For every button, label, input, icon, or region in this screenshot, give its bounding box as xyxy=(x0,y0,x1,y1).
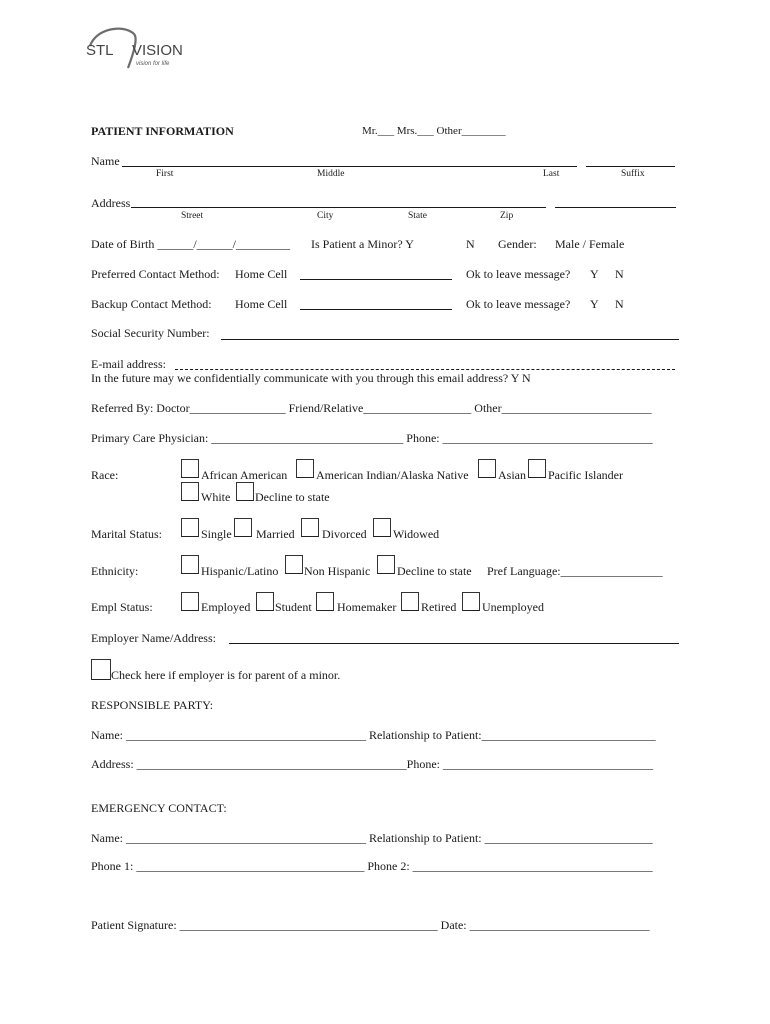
marital-option-married: Married xyxy=(256,527,295,541)
logo-brand-right: VISION xyxy=(132,42,183,59)
employment-checkbox-employed[interactable] xyxy=(181,592,199,611)
preferred-ok-message: Ok to leave message? xyxy=(466,267,571,281)
minor-question[interactable]: Is Patient a Minor? Y xyxy=(311,237,414,251)
backup-contact-line[interactable] xyxy=(300,309,452,310)
gender-label: Gender: xyxy=(498,237,537,251)
race-option-white: White xyxy=(201,490,231,504)
address-extra-line[interactable] xyxy=(555,207,676,208)
employment-status-label: Empl Status: xyxy=(91,600,153,614)
employment-checkbox-homemaker[interactable] xyxy=(316,592,334,611)
preferred-home-cell[interactable]: Home Cell xyxy=(235,267,288,281)
employer-input-line[interactable] xyxy=(229,643,679,644)
ssn-label: Social Security Number: xyxy=(91,326,210,340)
stl-vision-logo xyxy=(84,22,194,72)
primary-care-physician-field[interactable]: Primary Care Physician: ________________________________ Phone: ___________________________________ xyxy=(91,431,653,445)
employer-label: Employer Name/Address: xyxy=(91,631,216,645)
employment-option-unemployed: Unemployed xyxy=(482,600,544,614)
name-sub-last: Last xyxy=(543,169,560,179)
race-checkbox-decline[interactable] xyxy=(236,482,254,501)
marital-status-label: Marital Status: xyxy=(91,527,162,541)
name-sub-suffix: Suffix xyxy=(621,169,645,179)
backup-home-cell[interactable]: Home Cell xyxy=(235,297,288,311)
marital-checkbox-married[interactable] xyxy=(234,518,252,537)
email-consent-question[interactable]: In the future may we confidentially communicate with you through this email address? Y N xyxy=(91,371,531,385)
parent-employer-checkbox[interactable] xyxy=(91,659,111,680)
ethnicity-checkbox-non-hispanic[interactable] xyxy=(285,555,303,574)
backup-ok-message: Ok to leave message? xyxy=(466,297,571,311)
employment-option-student: Student xyxy=(275,600,312,614)
employment-option-retired: Retired xyxy=(421,600,457,614)
ethnicity-option-non-hispanic: Non Hispanic xyxy=(304,564,371,578)
race-option-pacific-islander: Pacific Islander xyxy=(548,468,623,482)
race-option-decline: Decline to state xyxy=(255,490,330,504)
marital-checkbox-widowed[interactable] xyxy=(373,518,391,537)
form-title: PATIENT INFORMATION xyxy=(91,124,234,138)
address-label: Address xyxy=(91,196,131,210)
race-option-american-indian: American Indian/Alaska Native xyxy=(316,468,469,482)
suffix-input-line[interactable] xyxy=(586,166,675,167)
pref-language-field[interactable]: Pref Language:_________________ xyxy=(487,564,663,578)
marital-checkbox-single[interactable] xyxy=(181,518,199,537)
preferred-ok-yes[interactable]: Y xyxy=(590,267,599,281)
minor-no-option[interactable]: N xyxy=(466,237,475,251)
name-input-line[interactable] xyxy=(122,166,577,167)
employment-option-homemaker: Homemaker xyxy=(337,600,397,614)
address-sub-state: State xyxy=(408,211,427,221)
responsible-address-field[interactable]: Address: _____________________________________________Phone: ___________________________________ xyxy=(91,757,653,771)
address-input-line[interactable] xyxy=(131,207,546,208)
employment-checkbox-retired[interactable] xyxy=(401,592,419,611)
logo-brand-left: STL xyxy=(86,42,114,59)
referred-by-field[interactable]: Referred By: Doctor________________ Friend/Relative__________________ Other_________________________ xyxy=(91,401,652,415)
honorific-field[interactable]: Mr.___ Mrs.___ Other________ xyxy=(362,125,506,137)
emergency-phone-field[interactable]: Phone 1: ______________________________________ Phone 2: ________________________________________ xyxy=(91,859,653,873)
patient-signature-field[interactable]: Patient Signature: ___________________________________________ Date: ______________________________ xyxy=(91,918,650,932)
race-option-african-american: African American xyxy=(201,468,288,482)
ethnicity-option-hispanic: Hispanic/Latino xyxy=(201,564,279,578)
marital-option-widowed: Widowed xyxy=(393,527,440,541)
employment-option-employed: Employed xyxy=(201,600,251,614)
gender-options[interactable]: Male / Female xyxy=(555,237,625,251)
race-checkbox-african-american[interactable] xyxy=(181,459,199,478)
employment-checkbox-unemployed[interactable] xyxy=(462,592,480,611)
ethnicity-checkbox-hispanic[interactable] xyxy=(181,555,199,574)
backup-ok-no[interactable]: N xyxy=(615,297,624,311)
backup-contact-label: Backup Contact Method: xyxy=(91,297,212,311)
name-label: Name xyxy=(91,154,120,168)
race-checkbox-asian[interactable] xyxy=(478,459,496,478)
name-sub-middle: Middle xyxy=(317,169,345,179)
employment-checkbox-student[interactable] xyxy=(256,592,274,611)
name-sub-first: First xyxy=(156,169,174,179)
email-label: E-mail address: xyxy=(91,357,166,371)
responsible-name-field[interactable]: Name: ________________________________________ Relationship to Patient:_____________________________ xyxy=(91,728,656,742)
address-sub-street: Street xyxy=(181,211,204,221)
ethnicity-option-decline: Decline to state xyxy=(397,564,472,578)
backup-ok-yes[interactable]: Y xyxy=(590,297,599,311)
marital-checkbox-divorced[interactable] xyxy=(301,518,319,537)
ssn-input-line[interactable] xyxy=(221,339,679,340)
logo-tagline: vision for life xyxy=(136,61,170,67)
race-checkbox-white[interactable] xyxy=(181,482,199,501)
address-sub-zip: Zip xyxy=(500,211,514,221)
race-option-asian: Asian xyxy=(498,468,526,482)
responsible-party-heading: RESPONSIBLE PARTY: xyxy=(91,698,214,712)
parent-employer-label: Check here if employer is for parent of a minor. xyxy=(111,668,341,682)
emergency-contact-heading: EMERGENCY CONTACT: xyxy=(91,801,227,815)
race-label: Race: xyxy=(91,468,119,482)
ethnicity-label: Ethnicity: xyxy=(91,564,139,578)
emergency-name-field[interactable]: Name: ________________________________________ Relationship to Patient: ____________________________ xyxy=(91,831,653,845)
preferred-ok-no[interactable]: N xyxy=(615,267,624,281)
preferred-contact-line[interactable] xyxy=(300,279,452,280)
race-checkbox-american-indian[interactable] xyxy=(296,459,314,478)
email-input-line[interactable] xyxy=(175,369,675,370)
preferred-contact-label: Preferred Contact Method: xyxy=(91,267,220,281)
race-checkbox-pacific-islander[interactable] xyxy=(528,459,546,478)
address-sub-city: City xyxy=(317,211,334,221)
dob-field[interactable]: Date of Birth ______/______/_________ xyxy=(91,237,290,251)
ethnicity-checkbox-decline[interactable] xyxy=(377,555,395,574)
marital-option-divorced: Divorced xyxy=(322,527,367,541)
marital-option-single: Single xyxy=(201,527,232,541)
